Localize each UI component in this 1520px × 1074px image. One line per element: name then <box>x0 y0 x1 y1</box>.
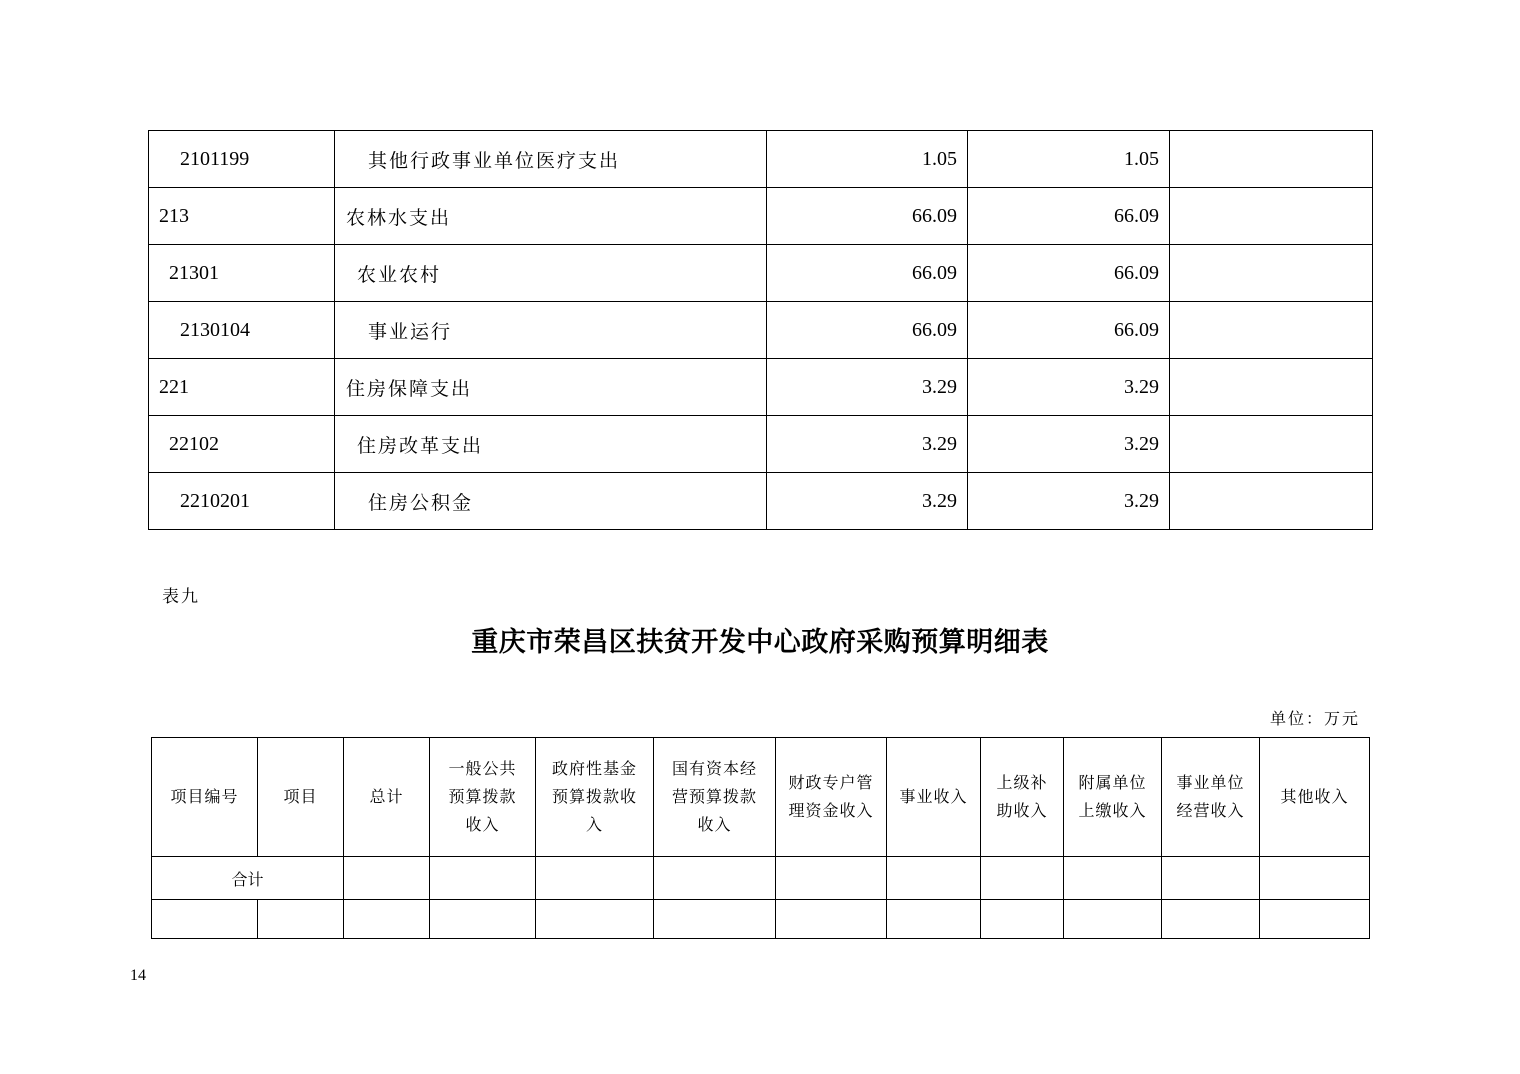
header-row <box>152 738 1370 857</box>
column-header-line: 总计 <box>369 787 404 806</box>
column-header-line: 收入 <box>465 815 500 834</box>
row-code: 2101199 <box>149 131 335 188</box>
row-value-3 <box>1170 188 1373 245</box>
row-code: 22102 <box>149 416 335 473</box>
row-value-2: 66.09 <box>968 188 1170 245</box>
table-cell <box>981 900 1064 939</box>
row-name: 住房公积金 <box>335 473 767 530</box>
table-cell <box>887 857 981 900</box>
table-row <box>149 188 1373 245</box>
table-cell <box>887 900 981 939</box>
table-cell <box>981 857 1064 900</box>
table-cell <box>430 857 536 900</box>
column-header-line: 事业收入 <box>899 787 968 806</box>
row-value-1: 3.29 <box>767 473 968 530</box>
row-value-1: 3.29 <box>767 359 968 416</box>
column-header-line: 入 <box>585 815 603 834</box>
row-value-3 <box>1170 416 1373 473</box>
column-header <box>887 738 981 857</box>
column-header-line: 上缴收入 <box>1078 801 1147 820</box>
table-cell <box>776 857 887 900</box>
row-value-1: 66.09 <box>767 302 968 359</box>
page-title: 重庆市荣昌区扶贫开发中心政府采购预算明细表 <box>471 627 1049 658</box>
table-cell <box>430 900 536 939</box>
table-cell <box>1162 900 1260 939</box>
column-header-line: 营预算拨款 <box>671 787 757 806</box>
row-name: 事业运行 <box>335 302 767 359</box>
column-header <box>1064 738 1162 857</box>
row-name: 农业农村 <box>335 245 767 302</box>
row-code: 2210201 <box>149 473 335 530</box>
column-header-line: 收入 <box>697 815 732 834</box>
column-header <box>344 738 430 857</box>
row-value-3 <box>1170 359 1373 416</box>
row-code: 221 <box>149 359 335 416</box>
column-header-line: 理资金收入 <box>788 801 874 820</box>
page-number: 14 <box>130 967 146 984</box>
column-header-line: 政府性基金 <box>551 759 637 778</box>
total-row <box>152 857 1370 900</box>
table-cell <box>1260 900 1370 939</box>
table-cell <box>654 857 776 900</box>
column-header-line: 财政专户管 <box>788 773 874 792</box>
row-value-3 <box>1170 131 1373 188</box>
column-header-line: 助收入 <box>996 801 1048 820</box>
column-header-line: 预算拨款收 <box>551 787 637 806</box>
table-row <box>149 302 1373 359</box>
row-value-3 <box>1170 245 1373 302</box>
row-name: 其他行政事业单位医疗支出 <box>335 131 767 188</box>
column-header-line: 附属单位 <box>1078 773 1147 792</box>
row-value-2: 1.05 <box>968 131 1170 188</box>
column-header-line: 项目 <box>283 787 318 806</box>
table-cell <box>258 900 344 939</box>
row-code: 21301 <box>149 245 335 302</box>
row-value-2: 66.09 <box>968 245 1170 302</box>
row-code: 2130104 <box>149 302 335 359</box>
row-name: 农林水支出 <box>335 188 767 245</box>
column-header-line: 上级补 <box>996 773 1048 792</box>
table-row <box>149 131 1373 188</box>
unit-label: 单位：万元 <box>1270 709 1361 728</box>
table-cell <box>776 900 887 939</box>
table-cell <box>536 900 654 939</box>
row-code: 213 <box>149 188 335 245</box>
expense-table <box>148 130 1373 530</box>
row-name: 住房保障支出 <box>335 359 767 416</box>
table-row <box>149 473 1373 530</box>
column-header <box>1260 738 1370 857</box>
column-header-line: 一般公共 <box>448 759 517 778</box>
column-header-line: 项目编号 <box>170 787 239 806</box>
column-header <box>776 738 887 857</box>
table-cell <box>1064 857 1162 900</box>
column-header <box>1162 738 1260 857</box>
table-row <box>149 245 1373 302</box>
column-header <box>152 738 258 857</box>
row-value-2: 3.29 <box>968 473 1170 530</box>
total-label: 合计 <box>152 857 344 900</box>
table-cell <box>344 900 430 939</box>
row-value-3 <box>1170 302 1373 359</box>
column-header <box>536 738 654 857</box>
column-header <box>430 738 536 857</box>
row-name: 住房改革支出 <box>335 416 767 473</box>
table-row <box>149 359 1373 416</box>
column-header-line: 经营收入 <box>1176 801 1245 820</box>
column-header <box>258 738 344 857</box>
table-cell <box>654 900 776 939</box>
row-value-2: 3.29 <box>968 359 1170 416</box>
table-label: 表九 <box>162 587 200 607</box>
column-header-line: 事业单位 <box>1176 773 1245 792</box>
row-value-2: 3.29 <box>968 416 1170 473</box>
table-row <box>149 416 1373 473</box>
table-cell <box>1260 857 1370 900</box>
table-cell <box>344 857 430 900</box>
procurement-table <box>151 737 1370 939</box>
row-value-1: 1.05 <box>767 131 968 188</box>
row-value-1: 66.09 <box>767 245 968 302</box>
row-value-1: 66.09 <box>767 188 968 245</box>
table-cell <box>1162 857 1260 900</box>
column-header <box>654 738 776 857</box>
row-value-1: 3.29 <box>767 416 968 473</box>
row-value-2: 66.09 <box>968 302 1170 359</box>
table-cell <box>536 857 654 900</box>
column-header-line: 预算拨款 <box>448 787 517 806</box>
column-header <box>981 738 1064 857</box>
row-value-3 <box>1170 473 1373 530</box>
column-header-line: 国有资本经 <box>671 759 757 778</box>
table-cell <box>1064 900 1162 939</box>
column-header-line: 其他收入 <box>1280 787 1349 806</box>
table-row <box>152 900 1370 939</box>
table-cell <box>152 900 258 939</box>
